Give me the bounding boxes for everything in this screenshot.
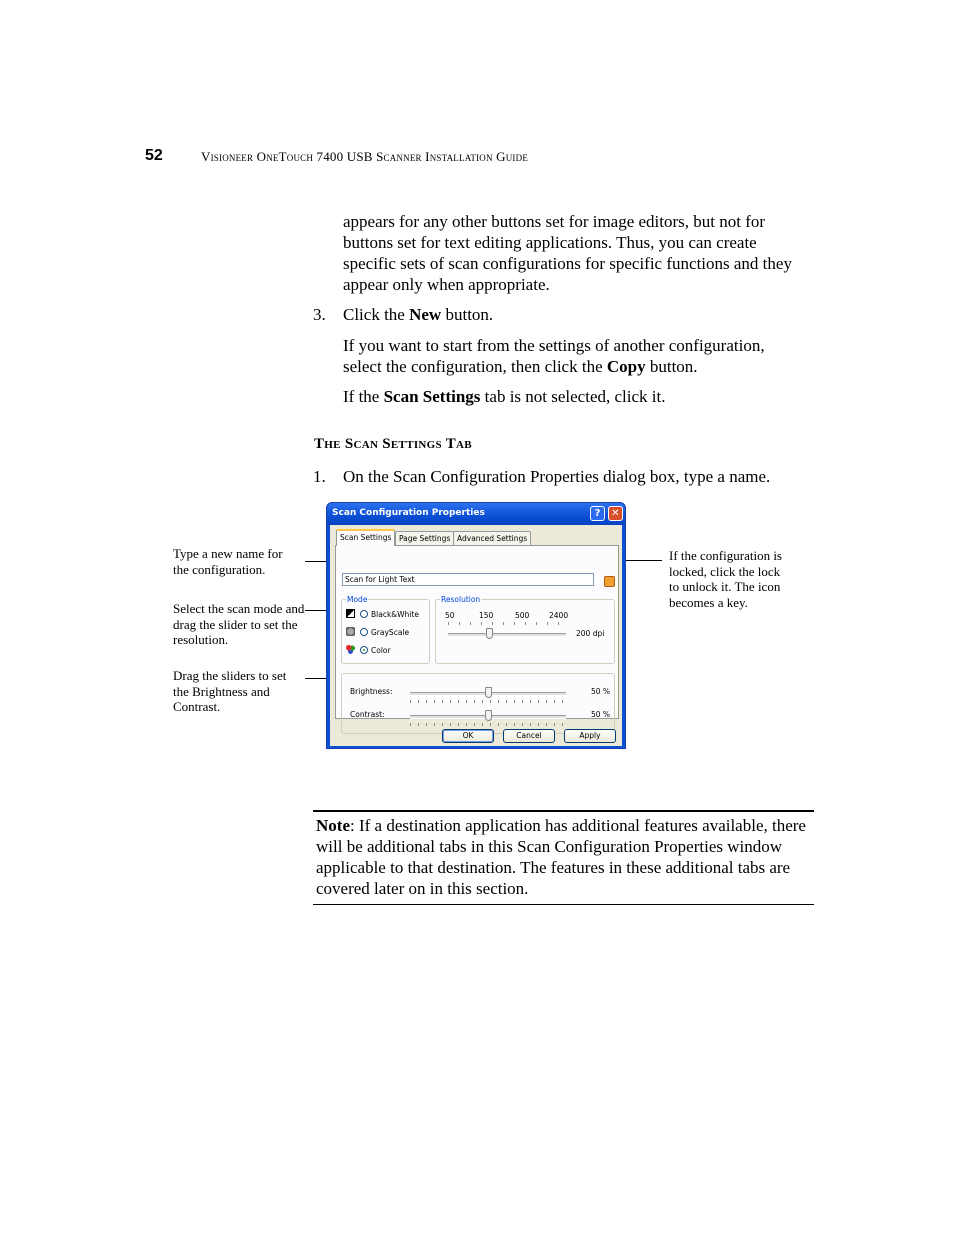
resolution-ticks [448, 622, 563, 625]
callout-brightness: Drag the sliders to set the Brightness and Contrast. [173, 668, 287, 714]
apply-button[interactable]: Apply [564, 729, 616, 743]
help-button[interactable]: ? [590, 506, 605, 521]
step-number: 3. [313, 305, 326, 324]
brightness-contrast-group [341, 673, 615, 734]
copy-keyword: Copy [606, 357, 646, 376]
tab-advanced-settings[interactable]: Advanced Settings [453, 531, 531, 545]
brightness-slider-thumb[interactable] [485, 687, 492, 698]
close-button[interactable]: ✕ [608, 506, 623, 521]
grayscale-icon [346, 627, 355, 636]
res-tick-2400: 2400 [549, 611, 569, 620]
black-white-icon [346, 609, 355, 618]
resolution-track [448, 633, 566, 637]
section-heading: The Scan Settings Tab [314, 436, 472, 452]
callout-lock: If the configuration is locked, click the lock to unlock it. The icon becomes a key. [669, 548, 782, 610]
step-1 [313, 466, 770, 487]
step-text-pre: Click the [343, 305, 410, 324]
note-text [316, 815, 806, 899]
copy-text-post: button. [645, 357, 698, 376]
dialog-client [330, 525, 622, 746]
tab-page-settings[interactable]: Page Settings [395, 531, 454, 545]
scan-tab-text-pre: If the [343, 387, 384, 406]
contrast-slider-thumb[interactable] [485, 710, 492, 721]
resolution-slider-thumb[interactable] [486, 628, 493, 639]
dialog-title: Scan Configuration Properties [332, 508, 485, 518]
tab-panel [335, 545, 619, 719]
scan-tab-text-post: tab is not selected, click it. [480, 387, 666, 406]
label-color: Color [371, 646, 391, 655]
scan-configuration-dialog [326, 502, 626, 749]
label-grayscale: GrayScale [371, 628, 410, 637]
step-3 [313, 304, 493, 325]
color-icon [346, 645, 355, 654]
note-body: : If a destination application has additional features available, there will be additional tabs in this Scan Configuration Properties window applicable to that destination. The features in these additional tabs are covered later on in this section. [316, 816, 806, 898]
contrast-label: Contrast: [350, 710, 385, 719]
radio-color[interactable] [360, 646, 368, 654]
step-text: On the Scan Configuration Properties dialog box, type a name. [343, 467, 771, 486]
brightness-label: Brightness: [350, 687, 393, 696]
config-name-input[interactable]: Scan for Light Text [342, 573, 594, 586]
new-keyword: New [409, 305, 442, 324]
contrast-value: 50 % [591, 710, 611, 719]
page-number: 52 [145, 147, 163, 164]
copy-paragraph [343, 335, 803, 377]
brightness-value: 50 % [591, 687, 611, 696]
step-text-post: button. [441, 305, 494, 324]
intro-paragraph: appears for any other buttons set for image editors, but not for buttons set for text editing applications. Thus, you can create specific sets of scan configurations for specific functions and they appear only when appropriate. [343, 212, 792, 294]
cancel-button[interactable]: Cancel [503, 729, 555, 743]
lock-icon[interactable] [604, 576, 615, 587]
callout-name: Type a new name for the configuration. [173, 546, 283, 577]
res-tick-50: 50 [445, 611, 455, 620]
note-box [313, 810, 814, 905]
radio-grayscale[interactable] [360, 628, 368, 636]
copy-text-pre: If you want to start from the settings of another configuration, select the configuration, then click the [343, 336, 765, 376]
resolution-group [435, 595, 615, 664]
scan-settings-keyword: Scan Settings [383, 387, 481, 406]
step-number: 1. [313, 467, 326, 486]
mode-label: Mode [347, 595, 368, 604]
callout-mode: Select the scan mode and drag the slider to set the resolution. [173, 601, 305, 647]
note-label: Note [316, 816, 350, 835]
brightness-ticks [410, 700, 566, 703]
resolution-value: 200 dpi [576, 629, 605, 638]
label-black-white: Black&White [371, 610, 419, 619]
running-header: Visioneer OneTouch 7400 USB Scanner Installation Guide [201, 149, 529, 164]
dialog-titlebar [327, 503, 625, 525]
res-tick-150: 150 [479, 611, 494, 620]
ok-button[interactable]: OK [442, 729, 494, 743]
resolution-label: Resolution [441, 595, 481, 604]
radio-black-white[interactable] [360, 610, 368, 618]
mode-group [341, 595, 430, 664]
contrast-ticks [410, 723, 566, 726]
scan-tab-paragraph [343, 386, 665, 407]
res-tick-500: 500 [515, 611, 530, 620]
tab-scan-settings[interactable]: Scan Settings [336, 529, 395, 546]
